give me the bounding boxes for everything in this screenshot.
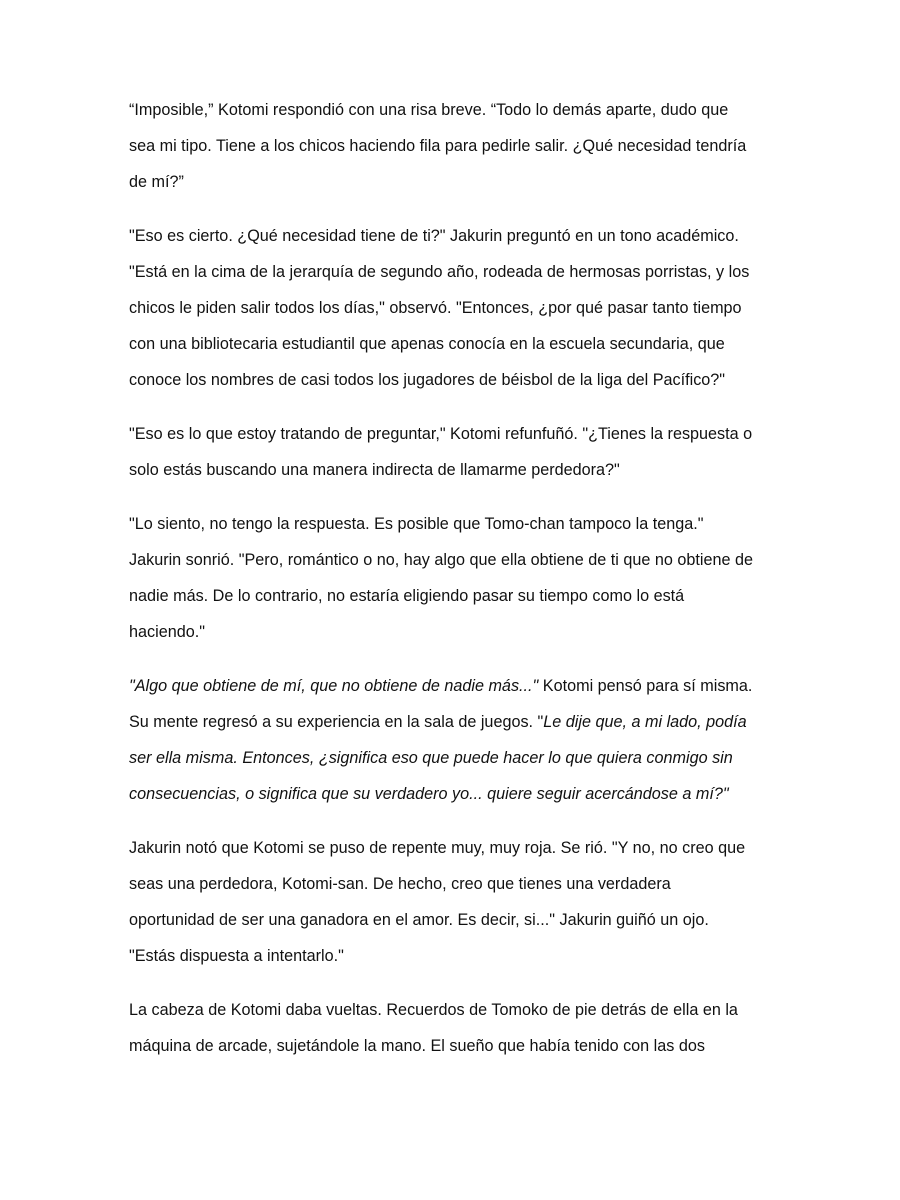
- text-line: [129, 542, 781, 578]
- text-line: [129, 416, 781, 452]
- paragraph: [129, 506, 781, 650]
- text-run: "Lo siento, no tengo la respuesta. Es posible que Tomo-chan tampoco la tenga.": [129, 515, 704, 533]
- text-line: [129, 326, 781, 362]
- italic-text-run: consecuencias, o significa que su verdadero yo... quiere seguir acercándose a mí?": [129, 785, 729, 803]
- text-line: [129, 1028, 781, 1064]
- text-line: [129, 452, 781, 488]
- text-run: Su mente regresó a su experiencia en la sala de juegos. ": [129, 713, 544, 731]
- text-line: [129, 506, 781, 542]
- text-line: [129, 740, 781, 776]
- text-run: "Está en la cima de la jerarquía de segundo año, rodeada de hermosas porristas, y los: [129, 263, 750, 281]
- paragraph: [129, 992, 781, 1064]
- text-run: de mí?”: [129, 173, 184, 191]
- text-line: [129, 254, 781, 290]
- text-run: conoce los nombres de casi todos los jugadores de béisbol de la liga del Pacífico?": [129, 371, 726, 389]
- text-run: solo estás buscando una manera indirecta de llamarme perdedora?": [129, 461, 620, 479]
- text-line: [129, 704, 781, 740]
- paragraph: [129, 92, 781, 200]
- paragraph: [129, 218, 781, 398]
- paragraph: [129, 830, 781, 974]
- text-run: nadie más. De lo contrario, no estaría eligiendo pasar su tiempo como lo está: [129, 587, 685, 605]
- text-line: [129, 92, 781, 128]
- text-run: haciendo.": [129, 623, 205, 641]
- text-line: [129, 614, 781, 650]
- text-run: sea mi tipo. Tiene a los chicos haciendo fila para pedirle salir. ¿Qué necesidad tendría: [129, 137, 747, 155]
- italic-text-run: Le dije que, a mi lado, podía: [543, 713, 747, 731]
- text-line: [129, 218, 781, 254]
- text-line: [129, 578, 781, 614]
- text-line: [129, 668, 781, 704]
- text-run: "Eso es lo que estoy tratando de preguntar," Kotomi refunfuñó. "¿Tienes la respuesta o: [129, 425, 753, 443]
- text-run: "Estás dispuesta a intentarlo.": [129, 947, 344, 965]
- text-run: Jakurin sonrió. "Pero, romántico o no, hay algo que ella obtiene de ti que no obtiene de: [129, 551, 753, 569]
- text-line: [129, 128, 781, 164]
- text-line: [129, 992, 781, 1028]
- text-line: [129, 362, 781, 398]
- text-line: [129, 164, 781, 200]
- text-run: oportunidad de ser una ganadora en el amor. Es decir, si..." Jakurin guiñó un ojo.: [129, 911, 709, 929]
- text-line: [129, 776, 781, 812]
- text-run: chicos le piden salir todos los días," observó. "Entonces, ¿por qué pasar tanto tiempo: [129, 299, 742, 317]
- paragraph: [129, 416, 781, 488]
- italic-text-run: "Algo que obtiene de mí, que no obtiene de nadie más...": [129, 677, 539, 695]
- italic-text-run: ser ella misma. Entonces, ¿significa eso que puede hacer lo que quiera conmigo sin: [129, 749, 733, 767]
- text-line: [129, 830, 781, 866]
- text-line: [129, 938, 781, 974]
- text-line: [129, 902, 781, 938]
- text-run: Kotomi pensó para sí misma.: [538, 677, 753, 695]
- body-text: [129, 92, 781, 1082]
- text-line: [129, 290, 781, 326]
- text-run: con una bibliotecaria estudiantil que apenas conocía en la escuela secundaria, que: [129, 335, 725, 353]
- text-run: Jakurin notó que Kotomi se puso de repente muy, muy roja. Se rió. "Y no, no creo que: [129, 839, 746, 857]
- text-run: La cabeza de Kotomi daba vueltas. Recuerdos de Tomoko de pie detrás de ella en la: [129, 1001, 738, 1019]
- text-run: máquina de arcade, sujetándole la mano. El sueño que había tenido con las dos: [129, 1037, 705, 1055]
- text-run: “Imposible,” Kotomi respondió con una risa breve. “Todo lo demás aparte, dudo que: [129, 101, 729, 119]
- paragraph: [129, 668, 781, 812]
- text-run: seas una perdedora, Kotomi-san. De hecho, creo que tienes una verdadera: [129, 875, 671, 893]
- text-run: "Eso es cierto. ¿Qué necesidad tiene de ti?" Jakurin preguntó en un tono académico.: [129, 227, 739, 245]
- text-line: [129, 866, 781, 902]
